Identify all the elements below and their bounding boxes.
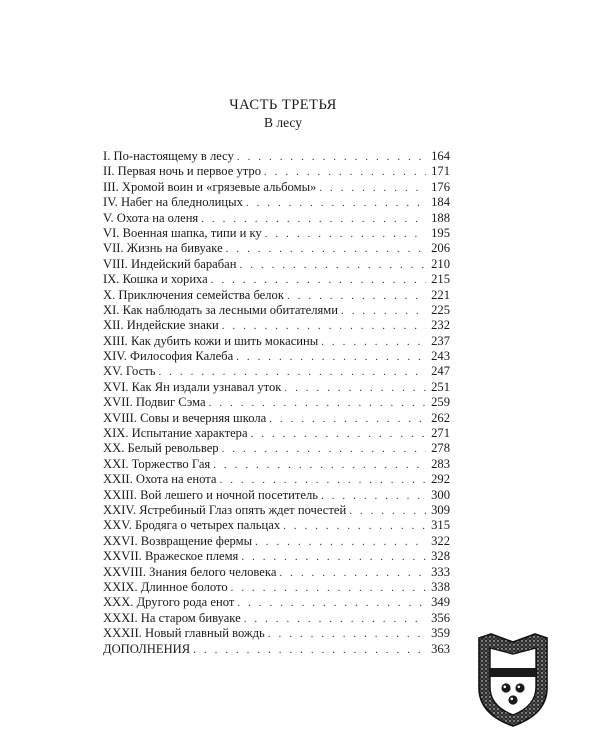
toc-entry-label: XXVIII. Знания белого человека — [103, 564, 277, 579]
toc-entry-page: 188 — [431, 210, 450, 225]
toc-entry — [103, 226, 450, 241]
toc-entry-page: 171 — [431, 164, 450, 179]
toc-entry-page: 237 — [431, 333, 450, 348]
toc-entry-label: XXII. Охота на енота — [103, 472, 217, 487]
toc-entry — [103, 503, 450, 518]
toc-entry-page: 315 — [431, 518, 450, 533]
toc-entry-label: XIV. Философия Калеба — [103, 349, 234, 364]
toc-entry-label: XXV. Бродяга о четырех пальцах — [103, 518, 281, 533]
toc-entry-page: 300 — [431, 487, 450, 502]
toc-leader-dots — [349, 504, 426, 519]
toc-entry-label: XVIII. Совы и вечерняя школа — [103, 410, 267, 425]
toc-entry-page: 292 — [431, 472, 450, 487]
toc-leader-dots — [321, 335, 426, 350]
toc-entry — [103, 164, 450, 179]
section-heading — [118, 96, 448, 132]
toc-leader-dots — [222, 442, 426, 457]
toc-entry — [103, 272, 450, 287]
toc-leader-dots — [237, 596, 426, 611]
toc-leader-dots — [268, 627, 426, 642]
toc-entry-page: 363 — [431, 641, 450, 656]
toc-entry-page: 309 — [431, 502, 450, 517]
heraldic-shield-icon — [477, 632, 549, 728]
toc-leader-dots — [236, 350, 426, 365]
toc-entry — [103, 595, 450, 610]
toc-entry-page: 176 — [431, 179, 450, 194]
toc-entry-label: XXXII. Новый главный вождь — [103, 626, 265, 641]
toc-entry — [103, 380, 450, 395]
part-title: ЧАСТЬ ТРЕТЬЯ — [229, 97, 337, 113]
toc-entry-page: 243 — [431, 349, 450, 364]
toc-entry — [103, 303, 450, 318]
toc-entry — [103, 549, 450, 564]
toc-leader-dots — [251, 427, 426, 442]
toc-entry-label: III. Хромой воин и «грязевые альбомы» — [103, 179, 317, 194]
toc-leader-dots — [269, 412, 426, 427]
toc-leader-dots — [287, 289, 426, 304]
toc-entry — [103, 364, 450, 379]
toc-entry-page: 356 — [431, 610, 450, 625]
toc-entry — [103, 488, 450, 503]
toc-entry — [103, 318, 450, 333]
toc-entry-label: XII. Индейские знаки — [103, 318, 219, 333]
toc-entry-page: 283 — [431, 456, 450, 471]
toc-entry-page: 232 — [431, 318, 450, 333]
toc-leader-dots — [209, 396, 426, 411]
toc-entry — [103, 534, 450, 549]
toc-entry-page: 359 — [431, 626, 450, 641]
toc-entry — [103, 241, 450, 256]
toc-entry-label: XX. Белый револьвер — [103, 441, 219, 456]
toc-entry-page: 195 — [431, 225, 450, 240]
toc-leader-dots — [158, 365, 426, 380]
toc-entry-label: XV. Гость — [103, 364, 156, 379]
toc-entry — [103, 180, 450, 195]
toc-entry — [103, 472, 450, 487]
toc-leader-dots — [240, 258, 426, 273]
toc-leader-dots — [211, 273, 426, 288]
toc-entry-page: 210 — [431, 256, 450, 271]
toc-entry-label: VI. Военная шапка, типи и ку — [103, 225, 262, 240]
toc-entry — [103, 565, 450, 580]
toc-leader-dots — [226, 242, 426, 257]
toc-entry-label: XXIX. Длинное болото — [103, 579, 228, 594]
part-subtitle: В лесу — [263, 115, 302, 130]
toc-entry — [103, 580, 450, 595]
toc-entry — [103, 611, 450, 626]
toc-entry — [103, 195, 450, 210]
toc-leader-dots — [222, 319, 426, 334]
toc-leader-dots — [193, 643, 426, 658]
toc-entry-label: XI. Как наблюдать за лесными обитателями — [103, 302, 339, 317]
toc-leader-dots — [284, 381, 426, 396]
toc-entry — [103, 334, 450, 349]
toc-entry — [103, 441, 450, 456]
toc-entry-label: ДОПОЛНЕНИЯ — [103, 641, 191, 656]
toc-leader-dots — [265, 227, 426, 242]
toc-leader-dots — [279, 566, 426, 581]
toc-entry-label: XXI. Торжество Гая — [103, 456, 211, 471]
toc-entry-page: 338 — [431, 579, 450, 594]
toc-entry-label: XVI. Как Ян издали узнавал уток — [103, 379, 282, 394]
toc-leader-dots — [321, 489, 426, 504]
toc-entry — [103, 642, 450, 657]
toc-entry-page: 271 — [431, 426, 450, 441]
toc-leader-dots — [213, 458, 426, 473]
toc-entry — [103, 288, 450, 303]
toc-entry-page: 206 — [431, 241, 450, 256]
toc-entry-page: 215 — [431, 272, 450, 287]
toc-entry-label: IX. Кошка и хориха — [103, 272, 208, 287]
toc-entry-page: 184 — [431, 195, 450, 210]
toc-entry-label: XXIII. Вой лешего и ночной посетитель — [103, 487, 319, 502]
toc-entry — [103, 211, 450, 226]
toc-entry-label: II. Первая ночь и первое утро — [103, 164, 262, 179]
toc-entry — [103, 395, 450, 410]
toc-entry-page: 247 — [431, 364, 450, 379]
toc-entry-label: V. Охота на оленя — [103, 210, 199, 225]
toc-entry-label: XIII. Как дубить кожи и шить мокасины — [103, 333, 319, 348]
toc-entry-page: 333 — [431, 564, 450, 579]
toc-leader-dots — [319, 181, 426, 196]
toc-entry-label: VII. Жизнь на бивуаке — [103, 241, 223, 256]
toc-entry-label: XVII. Подвиг Сэма — [103, 395, 206, 410]
toc-entry-label: XIX. Испытание характера — [103, 426, 248, 441]
toc-leader-dots — [244, 612, 426, 627]
toc-entry-label: XXVII. Вражеское племя — [103, 549, 239, 564]
toc-entry-page: 328 — [431, 549, 450, 564]
toc-entry — [103, 411, 450, 426]
toc-entry-label: IV. Набег на бледнолицых — [103, 195, 243, 210]
toc-leader-dots — [341, 304, 426, 319]
toc-entry-label: XXXI. На старом бивуаке — [103, 610, 241, 625]
toc-entry-page: 278 — [431, 441, 450, 456]
toc-entry — [103, 626, 450, 641]
toc-leader-dots — [241, 550, 426, 565]
toc-entry-page: 251 — [431, 379, 450, 394]
toc-entry-label: XXVI. Возвращение фермы — [103, 533, 253, 548]
toc-entry-label: XXX. Другого рода енот — [103, 595, 235, 610]
toc-entry-page: 349 — [431, 595, 450, 610]
toc-entry-label: XXIV. Ястребиный Глаз опять ждет почестей — [103, 502, 347, 517]
toc-entry — [103, 349, 450, 364]
toc-entry-page: 259 — [431, 395, 450, 410]
toc-leader-dots — [283, 519, 426, 534]
toc-leader-dots — [201, 212, 426, 227]
toc-entry-label: VIII. Индейский барабан — [103, 256, 237, 271]
toc-entry-page: 221 — [431, 287, 450, 302]
toc-entry-page: 164 — [431, 149, 450, 163]
toc-entry-label: I. По-настоящему в лесу — [103, 149, 234, 163]
toc-leader-dots — [220, 473, 427, 488]
toc-entry — [103, 426, 450, 441]
toc-entry-page: 322 — [431, 533, 450, 548]
toc-entry-label: X. Приключения семейства белок — [103, 287, 284, 302]
toc-leader-dots — [231, 581, 426, 596]
toc-leader-dots — [255, 535, 426, 550]
toc-entry — [103, 149, 450, 164]
toc-entry — [103, 257, 450, 272]
table-of-contents — [103, 149, 450, 657]
toc-entry — [103, 518, 450, 533]
toc-leader-dots — [237, 150, 426, 165]
toc-entry-page: 262 — [431, 410, 450, 425]
toc-leader-dots — [264, 165, 426, 180]
toc-entry — [103, 457, 450, 472]
toc-leader-dots — [246, 196, 426, 211]
toc-entry-page: 225 — [431, 302, 450, 317]
